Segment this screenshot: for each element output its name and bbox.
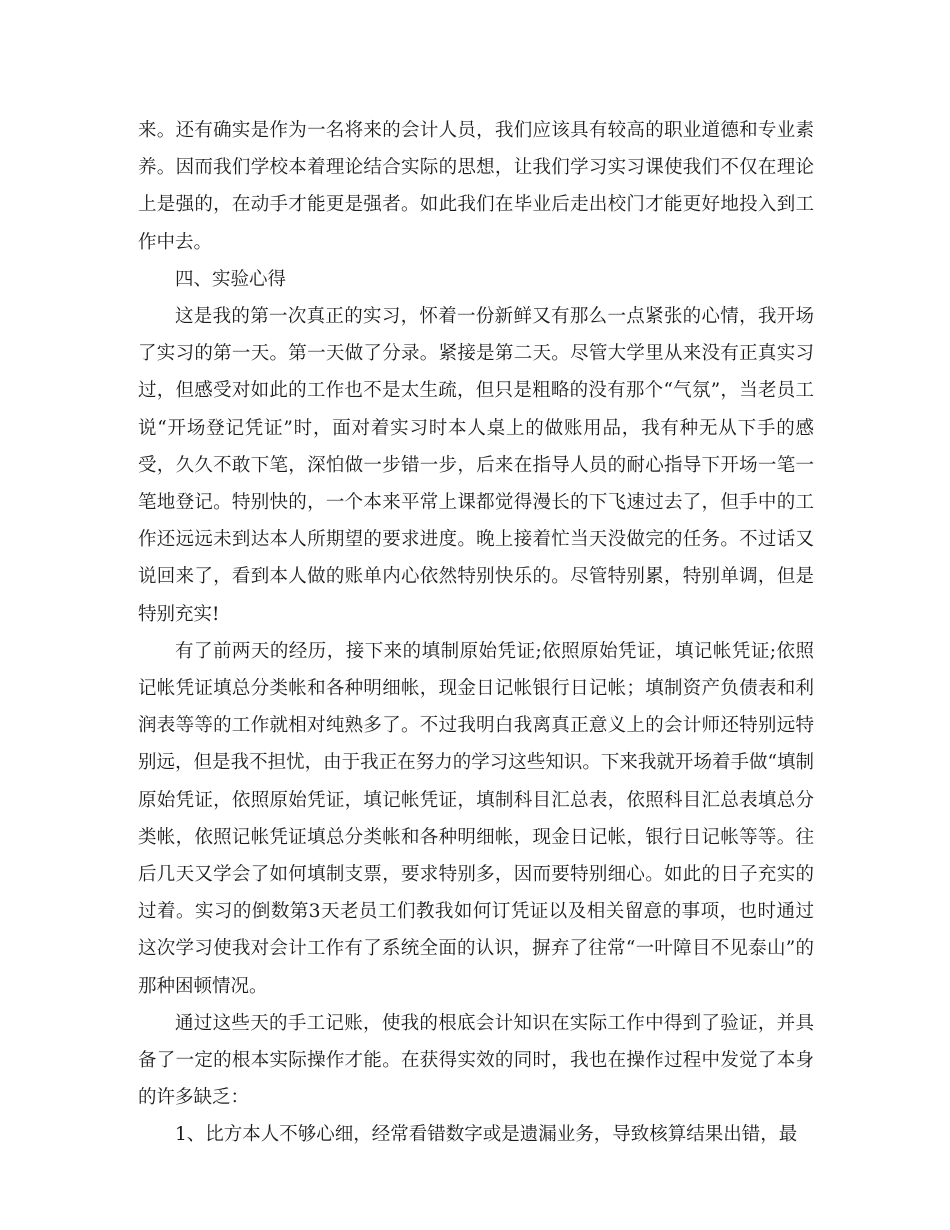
- section-heading-experience: 四、实验心得: [175, 268, 287, 290]
- list-item-1: 1、比方本人不够心细，经常看错数字或是遗漏业务，导致核算结果出错，最: [175, 1124, 798, 1146]
- paragraph-manual-bookkeeping: 通过这些天的手工记账，使我的根底会计知识在实际工作中得到了验证，并具备了一定的根本实际操作才能。在获得实效的同时，我也在操作过程中发觉了本身的许多缺乏：: [138, 1012, 814, 1109]
- document-body: [138, 112, 814, 1154]
- paragraph-continued: 来。还有确实是作为一名将来的会计人员，我们应该具有较高的职业道德和专业素养。因而我们学校本着理论结合实际的思想，让我们学习实习课使我们不仅在理论上是强的，在动手才能更是强者。如此我们在毕业后走出校门才能更好地投入到工作中去。: [138, 120, 814, 253]
- paragraph-experience: 有了前两天的经历，接下来的填制原始凭证;依照原始凭证，填记帐凭证;依照记帐凭证填总分类帐和各种明细帐，现金日记帐银行日记帐；填制资产负债表和利润表等等的工作就相对纯熟多了。不过我明白我离真正意义上的会计师还特别远特别远，但是我不担忧，由于我正在努力的学习这些知识。下来我就开场着手做“填制原始凭证，依照原始凭证，填记帐凭证，填制科目汇总表，依照科目汇总表填总分类帐，依照记帐凭证填总分类帐和各种明细帐，现金日记帐，银行日记帐等等。往后几天又学会了如何填制支票，要求特别多，因而要特别细心。如此的日子充实的过着。实习的倒数第3天老员工们教我如何订凭证以及相关留意的事项，也时通过这次学习使我对会计工作有了系统全面的认识，摒弃了往常“一叶障目不见泰山”的那种困顿情况。: [138, 640, 814, 997]
- paragraph-first-internship: 这是我的第一次真正的实习，怀着一份新鲜又有那么一点紧张的心情，我开场了实习的第一天。第一天做了分录。紧接是第二天。尽管大学里从来没有正真实习过，但感受对如此的工作也不是太生疏，但只是粗略的没有那个“气氛”，当老员工说“开场登记凭证”时，面对着实习时本人桌上的做账用品，我有种无从下手的感受，久久不敢下笔，深怕做一步错一步，后来在指导人员的耐心指导下开场一笔一笔地登记。特别快的，一个本来平常上课都觉得漫长的下飞速过去了，但手中的工作还远远未到达本人所期望的要求进度。晚上接着忙当天没做完的任务。不过话又说回来了，看到本人做的账单内心依然特别快乐的。尽管特别累，特别单调，但是特别充实!: [138, 306, 814, 625]
